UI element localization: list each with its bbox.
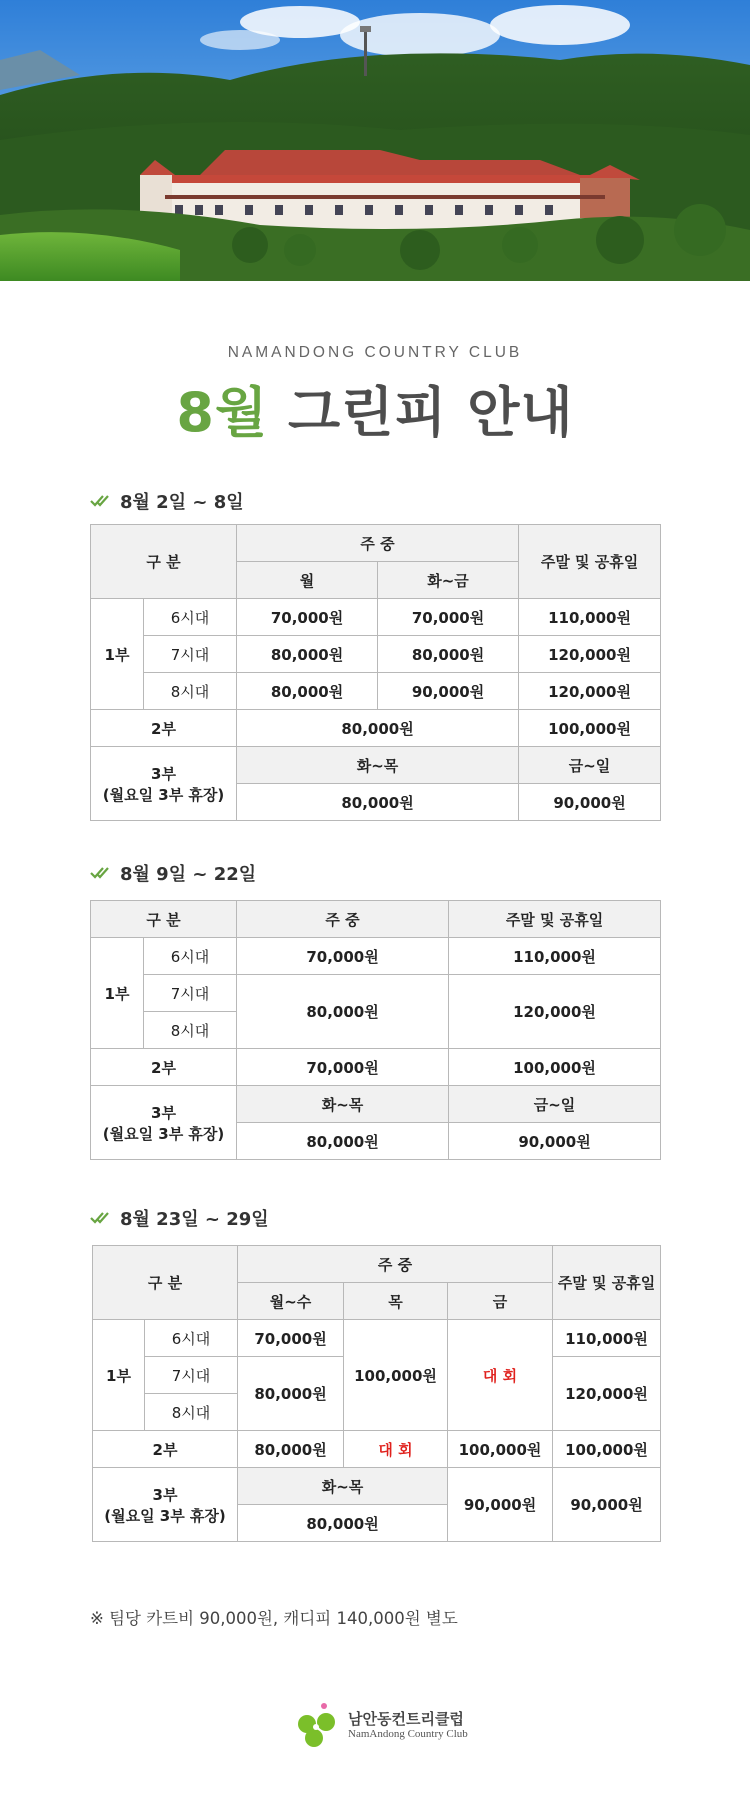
header-weekday: 주 중 — [238, 1246, 553, 1283]
tournament-cell: 대 회 — [344, 1431, 448, 1468]
time-slot: 8시대 — [144, 1012, 237, 1049]
time-slot: 7시대 — [144, 636, 237, 673]
section-heading-3 — [90, 1205, 269, 1231]
title-month: 8월 — [176, 381, 269, 444]
price-cell: 90,000원 — [553, 1468, 661, 1542]
section-heading-2 — [90, 860, 256, 886]
header-weekend: 주말 및 공휴일 — [519, 525, 661, 599]
price-cell: 120,000원 — [449, 975, 661, 1049]
part1-label: 1부 — [91, 938, 144, 1049]
tournament-cell: 대 회 — [448, 1320, 553, 1431]
part2-label: 2부 — [91, 1049, 237, 1086]
time-slot: 6시대 — [144, 938, 237, 975]
section-heading-1 — [90, 488, 244, 514]
header-category: 구 분 — [91, 901, 237, 938]
header-fri-sun: 금~일 — [519, 747, 661, 784]
header-weekend: 주말 및 공휴일 — [553, 1246, 661, 1320]
price-cell: 100,000원 — [448, 1431, 553, 1468]
price-cell: 80,000원 — [237, 975, 449, 1049]
hero-clubhouse-photo — [0, 0, 750, 281]
header-tue-fri: 화~금 — [378, 562, 519, 599]
double-check-icon — [90, 494, 112, 508]
price-cell: 70,000원 — [237, 599, 378, 636]
header-subtitle: NAMANDONG COUNTRY CLUB — [227, 344, 523, 361]
part3-label — [91, 747, 237, 821]
part3-note: (월요일 3부 휴장) — [102, 1124, 225, 1143]
price-cell: 80,000원 — [238, 1505, 448, 1542]
time-slot: 6시대 — [145, 1320, 238, 1357]
price-cell: 80,000원 — [238, 1431, 344, 1468]
price-cell: 90,000원 — [448, 1468, 553, 1542]
price-cell: 90,000원 — [378, 673, 519, 710]
part3-note: (월요일 3부 휴장) — [104, 1506, 226, 1525]
double-check-icon — [90, 866, 112, 880]
part1-label: 1부 — [91, 599, 144, 710]
price-cell: 80,000원 — [237, 710, 519, 747]
section-2-date-range: 8월 9일 ~ 22일 — [120, 864, 257, 885]
fee-table-1 — [90, 524, 661, 821]
section-3-date-range: 8월 23일 ~ 29일 — [120, 1209, 269, 1230]
part3-label — [91, 1086, 237, 1160]
fee-table-3 — [92, 1245, 661, 1542]
header-tue-thu: 화~목 — [237, 1086, 449, 1123]
part2-label: 2부 — [93, 1431, 238, 1468]
price-cell: 110,000원 — [449, 938, 661, 975]
header-category: 구 분 — [91, 525, 237, 599]
section-1-date-range: 8월 2일 ~ 8일 — [120, 492, 244, 513]
fee-table-2 — [90, 900, 661, 1160]
header-fri-sun: 금~일 — [449, 1086, 661, 1123]
club-logo — [294, 1702, 468, 1750]
price-cell: 90,000원 — [519, 784, 661, 821]
logo-korean-name: 남안동컨트리클럽 — [348, 1710, 464, 1729]
price-cell: 110,000원 — [519, 599, 661, 636]
price-cell: 110,000원 — [553, 1320, 661, 1357]
time-slot: 7시대 — [144, 975, 237, 1012]
part3-name: 3부 — [151, 1103, 176, 1122]
price-cell: 80,000원 — [238, 1357, 344, 1431]
header-thu: 목 — [344, 1283, 448, 1320]
part3-note: (월요일 3부 휴장) — [102, 785, 225, 804]
title-main: 그린피 안내 — [287, 381, 574, 444]
price-cell: 70,000원 — [237, 1049, 449, 1086]
header-mon-wed: 월~수 — [238, 1283, 344, 1320]
part1-label: 1부 — [93, 1320, 145, 1431]
part3-name: 3부 — [152, 1485, 178, 1504]
price-cell: 100,000원 — [553, 1431, 661, 1468]
time-slot: 7시대 — [145, 1357, 238, 1394]
header-weekday: 주 중 — [237, 525, 519, 562]
time-slot: 6시대 — [144, 599, 237, 636]
price-cell: 100,000원 — [519, 710, 661, 747]
part3-name: 3부 — [151, 764, 176, 783]
price-cell: 70,000원 — [237, 938, 449, 975]
header-mon: 월 — [237, 562, 378, 599]
header-fri: 금 — [448, 1283, 553, 1320]
page-title — [0, 370, 750, 447]
price-cell: 100,000원 — [344, 1320, 448, 1431]
header-weekend: 주말 및 공휴일 — [449, 901, 661, 938]
header-tue-thu: 화~목 — [238, 1468, 448, 1505]
header-weekday: 주 중 — [237, 901, 449, 938]
price-cell: 70,000원 — [238, 1320, 344, 1357]
header-tue-thu: 화~목 — [237, 747, 519, 784]
price-cell: 80,000원 — [237, 673, 378, 710]
clover-logo-icon — [294, 1702, 342, 1750]
price-cell: 120,000원 — [519, 673, 661, 710]
price-cell: 100,000원 — [449, 1049, 661, 1086]
price-cell: 80,000원 — [378, 636, 519, 673]
time-slot: 8시대 — [145, 1394, 238, 1431]
header-category: 구 분 — [93, 1246, 238, 1320]
price-cell: 80,000원 — [237, 1123, 449, 1160]
part3-label — [93, 1468, 238, 1542]
additional-fees-note: ※ 팀당 카트비 90,000원, 캐디피 140,000원 별도 — [90, 1609, 458, 1628]
logo-english-name: NamAndong Country Club — [348, 1728, 468, 1741]
price-cell: 120,000원 — [519, 636, 661, 673]
price-cell: 90,000원 — [449, 1123, 661, 1160]
price-cell: 70,000원 — [378, 599, 519, 636]
price-cell: 80,000원 — [237, 784, 519, 821]
price-cell: 80,000원 — [237, 636, 378, 673]
price-cell: 120,000원 — [553, 1357, 661, 1431]
double-check-icon — [90, 1211, 112, 1225]
time-slot: 8시대 — [144, 673, 237, 710]
part2-label: 2부 — [91, 710, 237, 747]
